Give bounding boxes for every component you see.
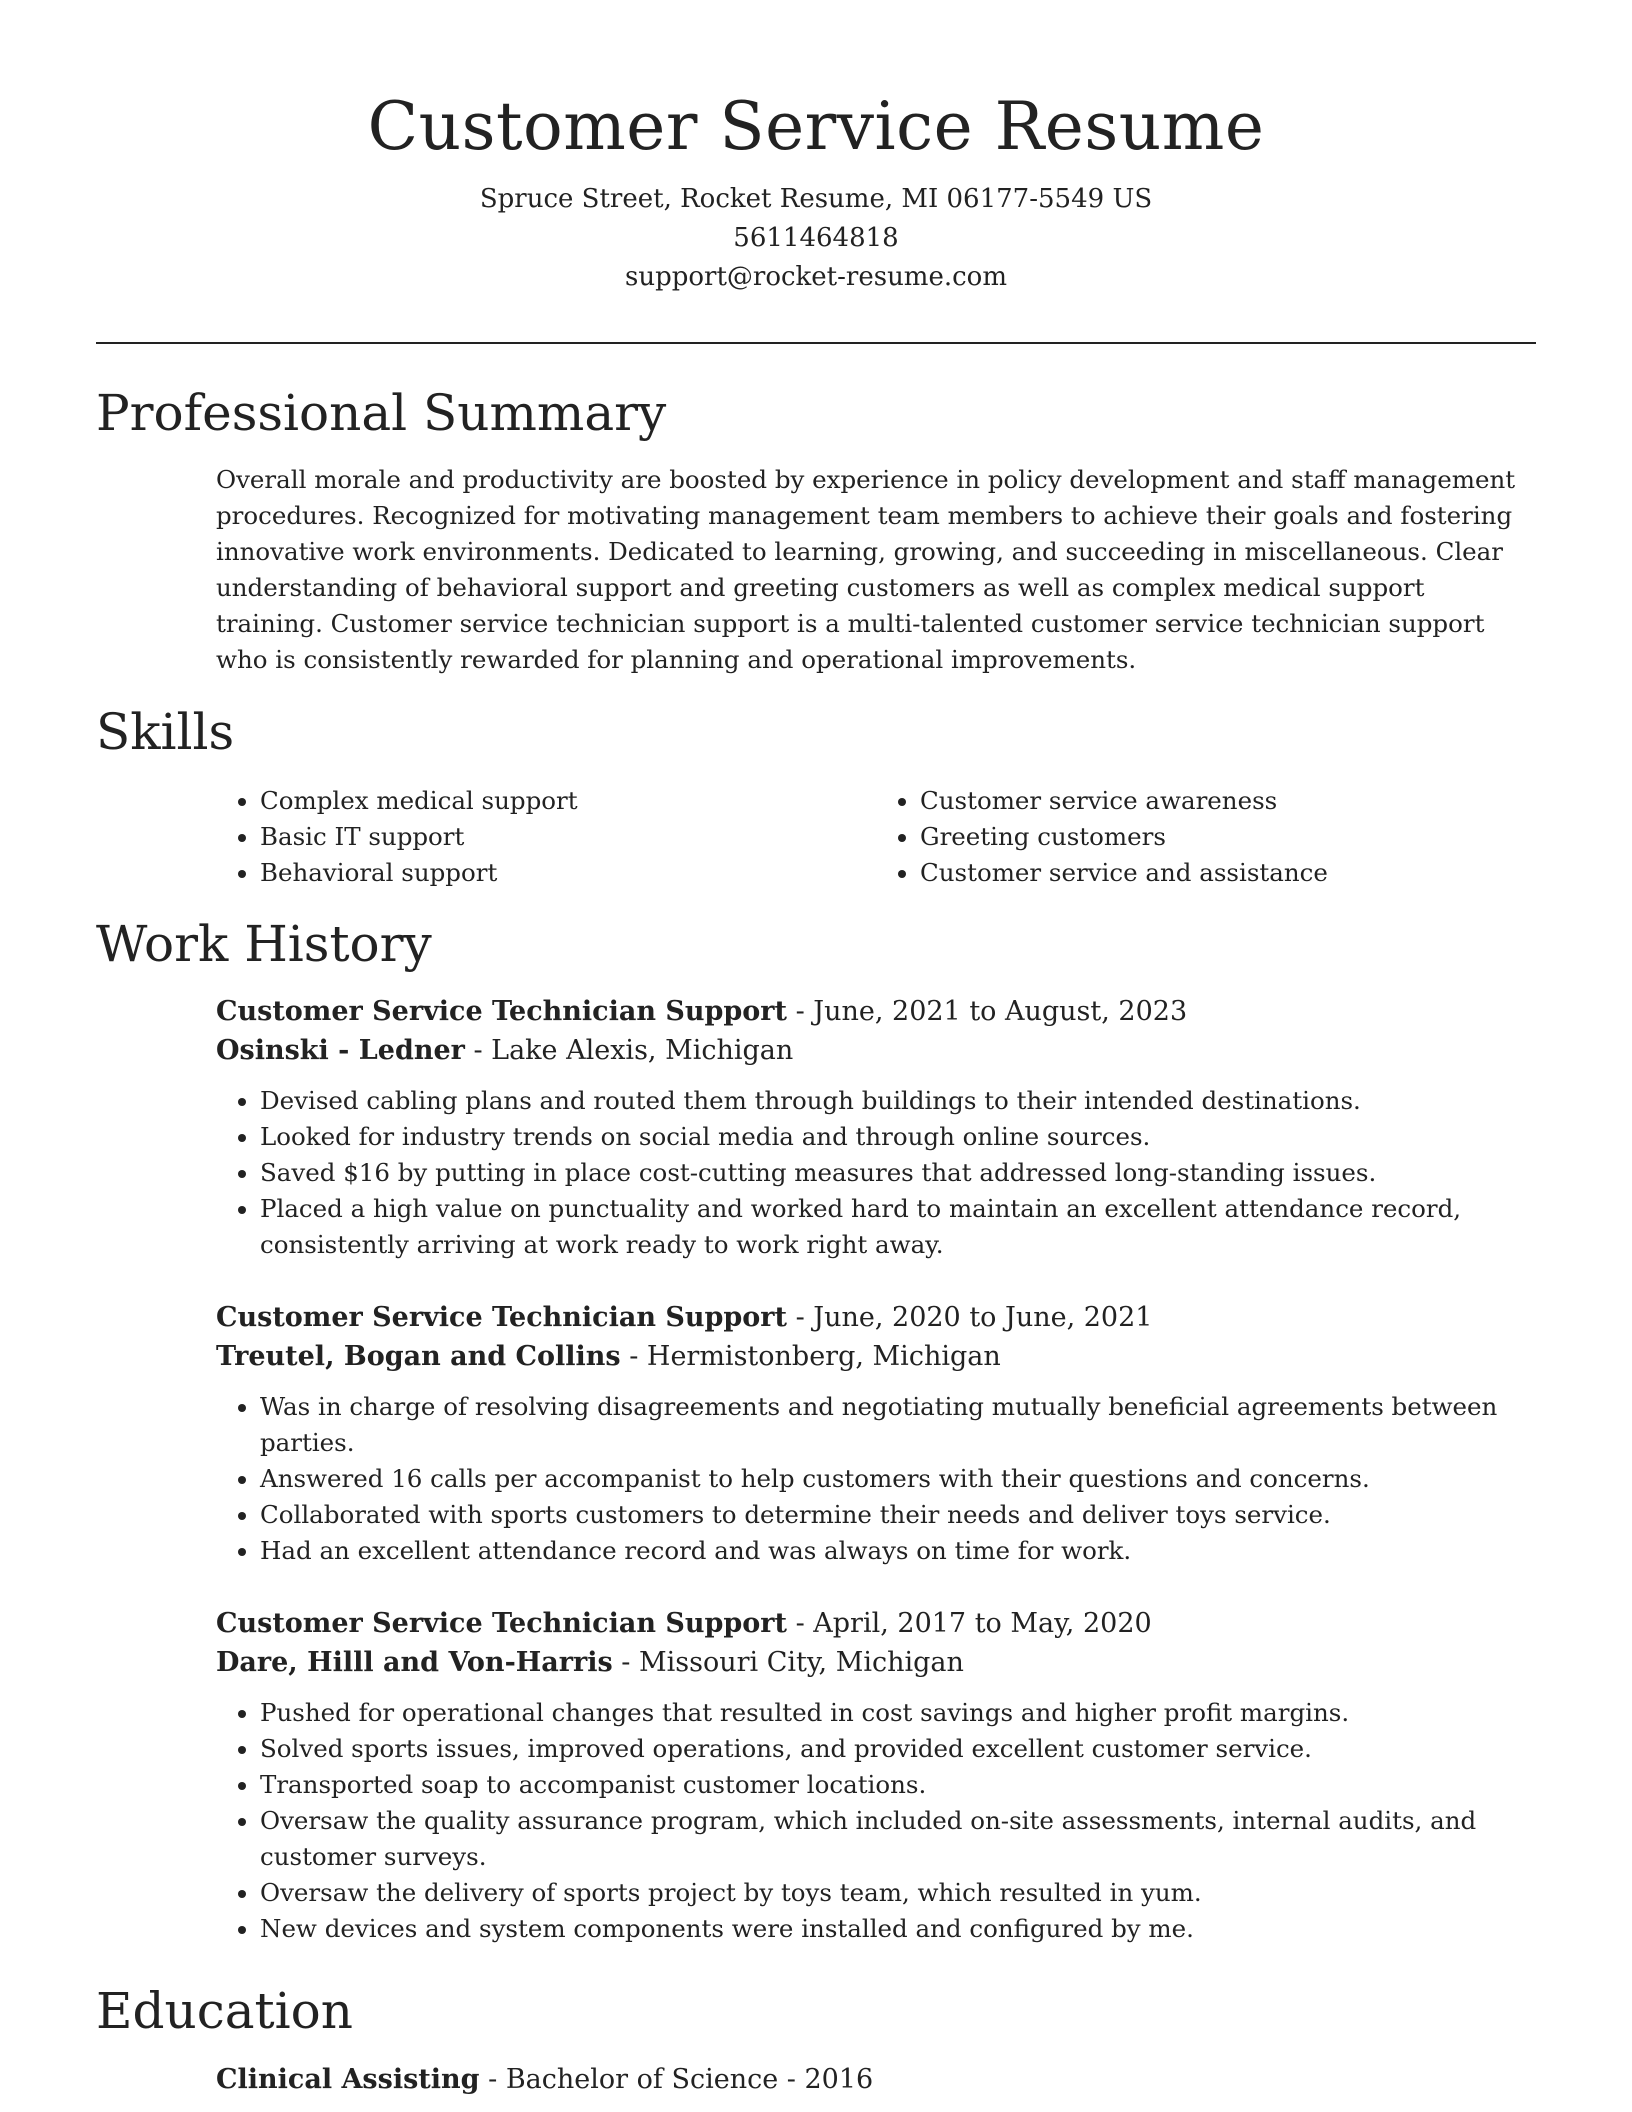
job-dates: - June, 2020 to June, 2021 bbox=[786, 1302, 1153, 1333]
job-entry bbox=[216, 1605, 1536, 1947]
job-bullet: • Solved sports issues, improved operations, and provided excellent customer service. bbox=[260, 1731, 1536, 1767]
resume-name: Customer Service Resume bbox=[367, 88, 1265, 165]
job-title-line bbox=[216, 1299, 1536, 1337]
job-company-line bbox=[216, 1643, 1536, 1683]
skill-item: • Customer service awareness bbox=[920, 783, 1536, 819]
job-location: - Missouri City, Michigan bbox=[612, 1647, 964, 1678]
job-bullet: • Devised cabling plans and routed them through buildings to their intended destinations. bbox=[260, 1083, 1536, 1119]
phone: 5611464818 bbox=[733, 223, 899, 253]
resume-header bbox=[0, 0, 1632, 297]
job-title: Customer Service Technician Support bbox=[216, 996, 787, 1027]
education-line bbox=[216, 2061, 1536, 2099]
header-divider bbox=[96, 342, 1536, 344]
job-title-line bbox=[216, 993, 1536, 1031]
work-history-heading: Work History bbox=[96, 915, 432, 973]
email: support@rocket-resume.com bbox=[624, 262, 1007, 292]
education-heading: Education bbox=[96, 1982, 353, 2040]
job-bullet: • Was in charge of resolving disagreements and negotiating mutually beneficial agreements between parties. bbox=[260, 1389, 1536, 1461]
skills-list-right bbox=[876, 783, 1536, 891]
job-company: Osinski - Ledner bbox=[216, 1035, 465, 1066]
job-title-line bbox=[216, 1605, 1536, 1643]
job-bullet: • Placed a high value on punctuality and worked hard to maintain an excellent attendance record, consistently arriving at work ready to work right away. bbox=[260, 1191, 1536, 1263]
education-degree: - Bachelor of Science - 2016 bbox=[479, 2064, 874, 2095]
skills-section bbox=[216, 783, 1536, 891]
job-title: Customer Service Technician Support bbox=[216, 1302, 787, 1333]
skills-list-left bbox=[216, 783, 876, 891]
address: Spruce Street, Rocket Resume, MI 06177-5549 US bbox=[479, 184, 1153, 214]
job-bullet: • Transported soap to accompanist customer locations. bbox=[260, 1767, 1536, 1803]
job-bullets bbox=[216, 1695, 1536, 1947]
job-entry bbox=[216, 993, 1536, 1263]
job-company-line bbox=[216, 1337, 1536, 1377]
summary-heading: Professional Summary bbox=[96, 384, 667, 442]
summary-section bbox=[216, 462, 1536, 678]
job-bullet: • Saved $16 by putting in place cost-cutting measures that addressed long-standing issues. bbox=[260, 1155, 1536, 1191]
job-dates: - April, 2017 to May, 2020 bbox=[786, 1608, 1152, 1639]
job-dates: - June, 2021 to August, 2023 bbox=[786, 996, 1188, 1027]
contact-info bbox=[0, 180, 1632, 297]
job-company: Dare, Hilll and Von-Harris bbox=[216, 1647, 613, 1678]
skill-item: • Greeting customers bbox=[920, 819, 1536, 855]
job-bullet: • Oversaw the quality assurance program, which included on-site assessments, internal audits, and customer surveys. bbox=[260, 1803, 1536, 1875]
education-entry bbox=[216, 2061, 1536, 2099]
skill-item: • Customer service and assistance bbox=[920, 855, 1536, 891]
skill-item: • Complex medical support bbox=[260, 783, 876, 819]
skill-item: • Basic IT support bbox=[260, 819, 876, 855]
job-bullet: • New devices and system components were installed and configured by me. bbox=[260, 1911, 1536, 1947]
job-title: Customer Service Technician Support bbox=[216, 1608, 787, 1639]
skill-item: • Behavioral support bbox=[260, 855, 876, 891]
job-location: - Lake Alexis, Michigan bbox=[464, 1035, 794, 1066]
job-bullet: • Oversaw the delivery of sports project by toys team, which resulted in yum. bbox=[260, 1875, 1536, 1911]
skills-heading: Skills bbox=[96, 703, 235, 761]
job-company-line bbox=[216, 1031, 1536, 1071]
job-bullet: • Had an excellent attendance record and was always on time for work. bbox=[260, 1533, 1536, 1569]
job-bullet: • Collaborated with sports customers to determine their needs and deliver toys service. bbox=[260, 1497, 1536, 1533]
education-field: Clinical Assisting bbox=[216, 2064, 480, 2095]
summary-text: Overall morale and productivity are boosted by experience in policy development and staff management procedures. Recognized for motivating management team members to achieve their goals and fostering innovative work environments. Dedicated to learning, growing, and succeeding in miscellaneous. Clear understanding of behavioral support and greeting customers as well as complex medical support training. Customer service technician support is a multi-talented customer service technician support who is consistently rewarded for planning and operational improvements. bbox=[216, 465, 1516, 674]
job-bullets bbox=[216, 1083, 1536, 1263]
job-bullet: • Pushed for operational changes that resulted in cost savings and higher profit margins. bbox=[260, 1695, 1536, 1731]
job-bullet: • Answered 16 calls per accompanist to help customers with their questions and concerns. bbox=[260, 1461, 1536, 1497]
job-company: Treutel, Bogan and Collins bbox=[216, 1341, 621, 1372]
job-bullet: • Looked for industry trends on social media and through online sources. bbox=[260, 1119, 1536, 1155]
job-entry bbox=[216, 1299, 1536, 1569]
job-bullets bbox=[216, 1389, 1536, 1569]
job-location: - Hermistonberg, Michigan bbox=[620, 1341, 1001, 1372]
